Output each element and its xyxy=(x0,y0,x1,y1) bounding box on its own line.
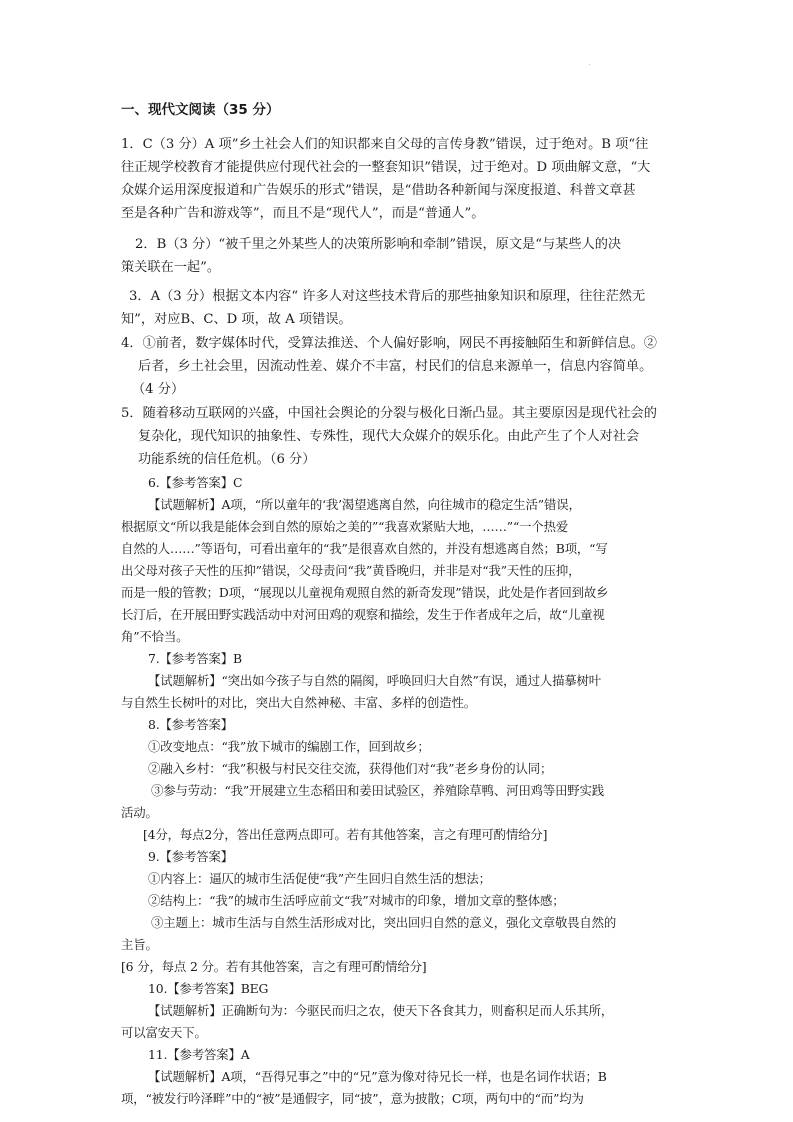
answer-line: 策关联在一起”。 xyxy=(121,260,221,275)
scoring-note: [4分，每点2分，答出任意两点即可。若有其他答案，言之有理可酌情给分] xyxy=(143,827,548,842)
answer-line: 【试题解析】正确断句为：今驱民而归之农，使天下各食其力，则畜积足而人乐其所， xyxy=(148,1003,614,1018)
answer-heading: 7.【参考答案】B xyxy=(148,651,242,666)
answer-line: 【试题解析】A项，“吾得兄事之”中的“兄”意为像对待兄长一样，也是名词作状语；B xyxy=(148,1069,607,1084)
answer-line: 自然的人……”等语句，可看出童年的“我”是很喜欢自然的，并没有想逃离自然；B项，“写 xyxy=(121,541,608,556)
answer-line: 与自然生长树叶的对比，突出大自然神秘、丰富、多样的创造性。 xyxy=(121,695,476,710)
answer-line: 【试题解析】“突出如今孩子与自然的隔阂，呼唤回归大自然”有误，通过人描摹树叶 xyxy=(148,673,602,688)
answer-line: 出父母对孩子天性的压抑”错误，父母责问“我”黄昏晚归，并非是对“我”天性的压抑， xyxy=(121,563,581,578)
answer-line: ①内容上：逼仄的城市生活促使“我”产生回归自然生活的想法； xyxy=(148,871,491,886)
answer-line: 众媒介运用深度报道和广告娱乐的形式”错误，是“借助各种新闻与深度报道、科普文章甚 xyxy=(121,183,636,198)
answer-line: 3．A（3 分）根据文本内容“ 许多人对这些技术背后的那些抽象知识和原理，往往茫然无 xyxy=(129,289,646,304)
scan-dot: . xyxy=(588,58,591,68)
answer-line: 4．①前者，数字媒体时代，受算法推送、个人偏好影响，网民不再接触陌生和新鲜信息。② xyxy=(121,336,657,351)
answer-line: 可以富安天下。 xyxy=(121,1025,207,1040)
answer-heading: 6.【参考答案】C xyxy=(148,475,243,490)
answer-line: 功能系统的信任危机。（6 分） xyxy=(138,452,316,467)
answer-line: 根据原文“所以我是能体会到自然的原始之美的”“我喜欢紧贴大地，……”“一个热爱 xyxy=(121,519,569,534)
answer-line: ③参与劳动：“我”开展建立生态稻田和姜田试验区，养殖除草鸭、河田鸡等田野实践 xyxy=(151,783,605,798)
answer-line: ③主题上：城市生活与自然生活形成对比，突出回归自然的意义，强化文章敬畏自然的 xyxy=(151,915,617,930)
answer-line: 5．随着移动互联网的兴盛，中国社会舆论的分裂与极化日渐凸显。其主要原因是现代社会的 xyxy=(121,406,657,421)
answer-line: 活动。 xyxy=(121,805,158,820)
answer-heading: 8.【参考答案】 xyxy=(148,717,233,732)
answer-line: 至是各种广告和游戏等”，而且不是“现代人”，而是“普通人”。 xyxy=(121,206,485,221)
answer-line: 项，“被发行吟泽畔”中的“被”是通假字，同“披”，意为披散；C项，两句中的“而”均为 xyxy=(121,1091,584,1106)
scoring-note: [6 分，每点 2 分。若有其他答案，言之有理可酌情给分] xyxy=(121,959,427,974)
answer-line: 【试题解析】A项，“所以童年的‘我’渴望逃离自然，向往城市的稳定生活”错误， xyxy=(148,497,581,512)
answer-line: 知”，对应B、C、D 项，故 A 项错误。 xyxy=(121,312,352,327)
section-title: 一、现代文阅读（35 分） xyxy=(121,102,280,118)
answer-line: 2．B（3 分）“被千里之外某些人的决策所影响和牵制”错误，原文是“与某些人的决 xyxy=(135,237,622,252)
answer-heading: 9.【参考答案】 xyxy=(148,849,233,864)
answer-line: （4 分） xyxy=(132,382,185,397)
answer-heading: 11.【参考答案】A xyxy=(148,1047,250,1062)
answer-line: ②融入乡村：“我”积极与村民交往交流，获得他们对“我”老乡身份的认同； xyxy=(148,761,553,776)
answer-line: 长汀后，在开展田野实践活动中对河田鸡的观察和描绘，发生于作者成年之后，故“儿童视 xyxy=(121,607,605,622)
answer-line: ②结构上：“我”的城市生活呼应前文“我”对城市的印象，增加文章的整体感； xyxy=(148,893,565,908)
answer-line: 而是一般的管教；D项，“展现以儿童视角观照自然的新奇发现”错误，此处是作者回到故乡 xyxy=(121,585,609,600)
answer-line: 复杂化，现代知识的抽象性、专殊性，现代大众媒介的娱乐化。由此产生了个人对社会 xyxy=(138,429,640,444)
answer-line: 1．C（3 分）A 项”乡土社会人们的知识都来自父母的言传身教”错误，过于绝对。B 项“往 xyxy=(121,137,649,152)
answer-line: 主旨。 xyxy=(121,937,158,952)
answer-line: 往正规学校教育才能提供应付现代社会的一整套知识”错误，过于绝对。D 项曲解文意，“大 xyxy=(121,160,651,175)
answer-line: 后者，乡土社会里，因流动性差、媒介不丰富，村民们的信息来源单一，信息内容简单。 xyxy=(138,359,653,374)
answer-heading: 10.【参考答案】BEG xyxy=(148,981,269,996)
answer-line: 角”不恰当。 xyxy=(121,629,189,644)
answer-line: ①改变地点：“我”放下城市的编剧工作，回到故乡； xyxy=(148,739,430,754)
